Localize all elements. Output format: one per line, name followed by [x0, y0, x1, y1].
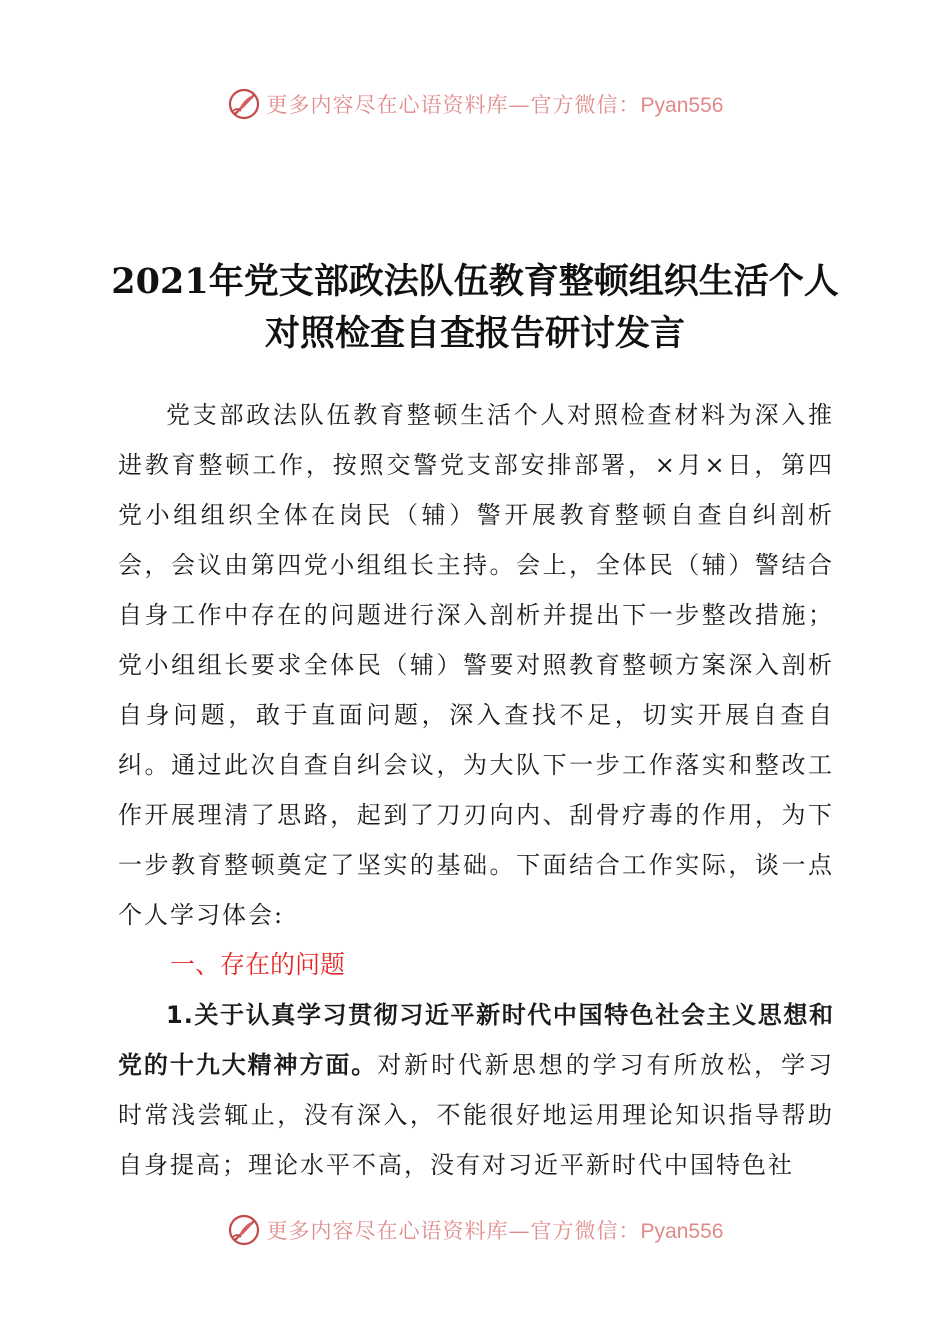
item-1-lead: 1.关于认真学习贯彻习近平新时代中国特色社会主义思想和党的十九大精神方面。	[118, 1001, 834, 1079]
item-1-text: 对新时代新思想的学习有所放松，学习时常浅尝辄止，没有深入，不能很好地运用理论知识指导帮助自身提高；理论水平不高，没有对习近平新时代中国特色社	[118, 1051, 835, 1179]
item-1-paragraph	[118, 990, 834, 1190]
watermark-wechat-id: Pyan556	[640, 1220, 724, 1243]
watermark-banner-bottom	[0, 1210, 950, 1250]
quill-logo-icon	[227, 1213, 261, 1247]
quill-logo-icon	[227, 87, 261, 121]
watermark-text	[267, 89, 724, 119]
title-line-1: 2021年党支部政法队伍教育整顿组织生活个人	[111, 261, 839, 302]
watermark-text	[267, 1215, 724, 1245]
watermark-banner-top	[0, 84, 950, 124]
document-title	[80, 256, 870, 360]
watermark-wechat-id: Pyan556	[640, 94, 724, 117]
intro-paragraph: 党支部政法队伍教育整顿生活个人对照检查材料为深入推进教育整顿工作，按照交警党支部安排部署，×月×日，第四党小组组织全体在岗民（辅）警开展教育整顿自查自纠剖析会，会议由第四党小组组长主持。会上，全体民（辅）警结合自身工作中存在的问题进行深入剖析并提出下一步整改措施；党小组组长要求全体民（辅）警要对照教育整顿方案深入剖析自身问题，敢于直面问题，深入查找不足，切实开展自查自纠。通过此次自查自纠会议，为大队下一步工作落实和整改工作开展理清了思路，起到了刀刃向内、刮骨疗毒的作用，为下一步教育整顿奠定了坚实的基础。下面结合工作实际，谈一点个人学习体会:	[118, 401, 834, 929]
document-body	[118, 390, 834, 1190]
section-heading-problems: 一、存在的问题	[170, 950, 346, 979]
watermark-label: 更多内容尽在心语资料库—官方微信：	[266, 1219, 641, 1243]
title-line-2: 对照检查自查报告研讨发言	[264, 313, 685, 354]
watermark-label: 更多内容尽在心语资料库—官方微信：	[266, 93, 641, 117]
